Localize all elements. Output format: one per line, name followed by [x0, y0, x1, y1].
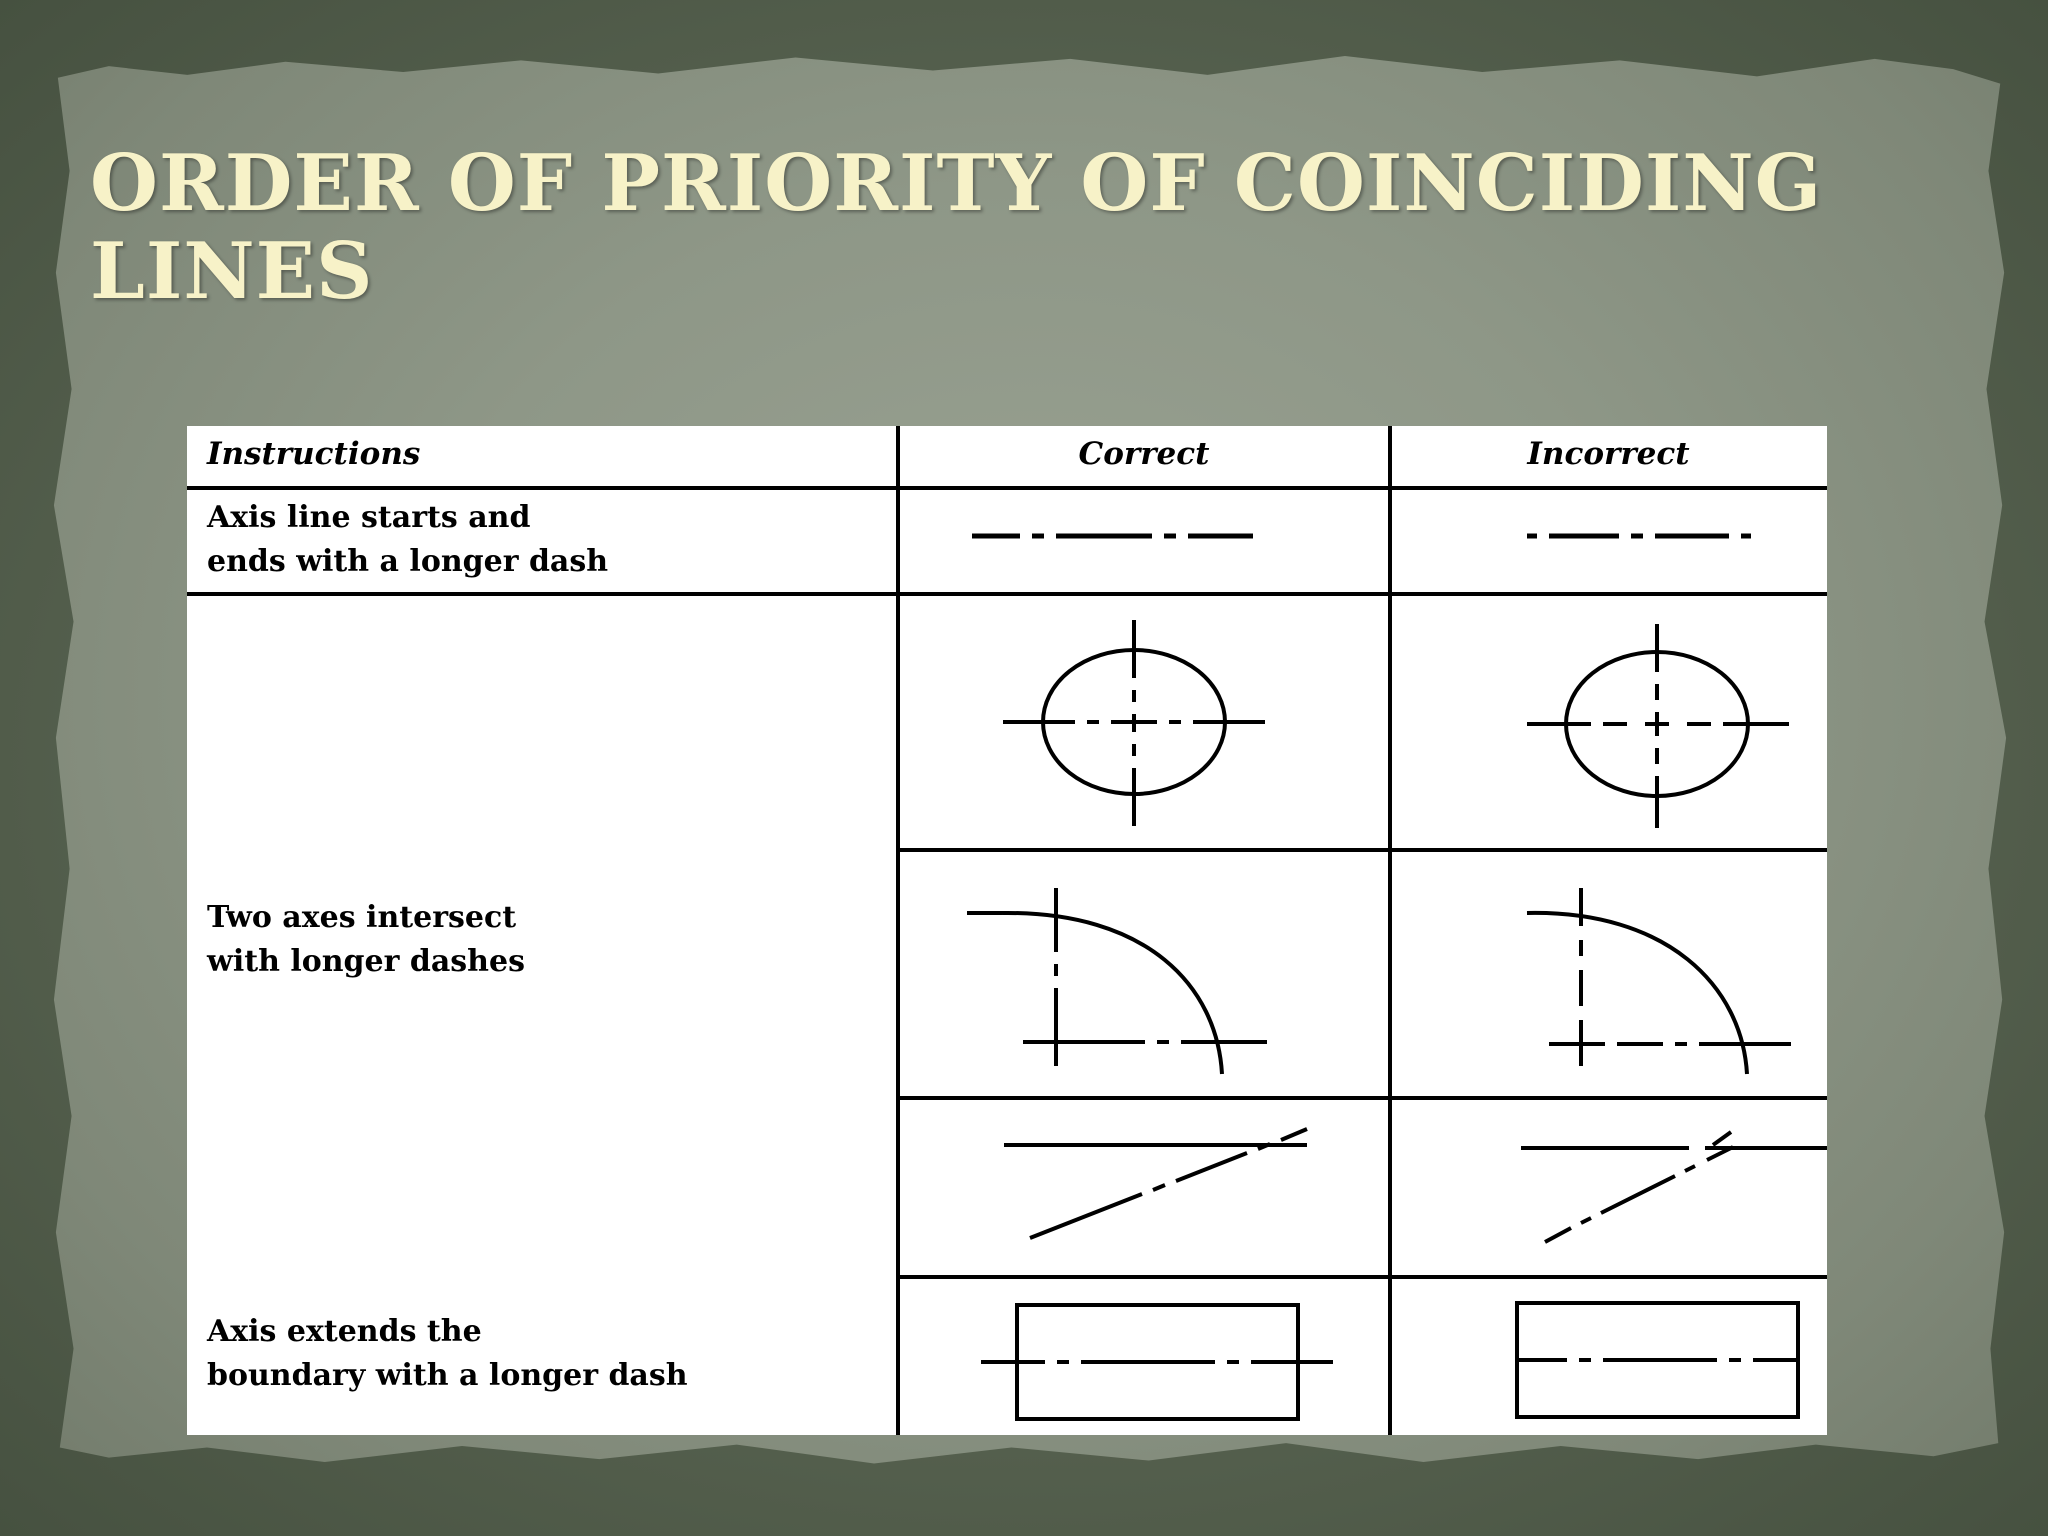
row3-instruction-line1: Axis extends the — [207, 1314, 482, 1349]
row3-instruction-line2: boundary with a longer dash — [207, 1358, 688, 1393]
incorrect-circle-axes — [1527, 624, 1789, 828]
coinciding-lines-table — [187, 426, 1827, 1435]
incorrect-crossing-lines — [1521, 1132, 1827, 1242]
row1-instruction-line1: Axis line starts and — [207, 500, 531, 535]
slide-title: ORDER OF PRIORITY OF COINCIDING LINES — [90, 138, 1823, 317]
incorrect-arc-axes — [1527, 888, 1791, 1074]
correct-arc-axes — [967, 888, 1267, 1074]
header-instructions: Instructions — [207, 436, 421, 472]
correct-rectangle-axis — [981, 1305, 1333, 1419]
header-incorrect: Incorrect — [1527, 436, 1690, 472]
row1-instruction-line2: ends with a longer dash — [207, 544, 609, 579]
row2-instruction-line1: Two axes intersect — [207, 900, 517, 935]
header-correct: Correct — [1078, 436, 1210, 472]
correct-circle-axes — [1003, 620, 1265, 826]
incorrect-rectangle-axis — [1517, 1303, 1798, 1417]
row2-instruction-line2: with longer dashes — [207, 944, 525, 979]
correct-crossing-lines — [1004, 1129, 1307, 1238]
